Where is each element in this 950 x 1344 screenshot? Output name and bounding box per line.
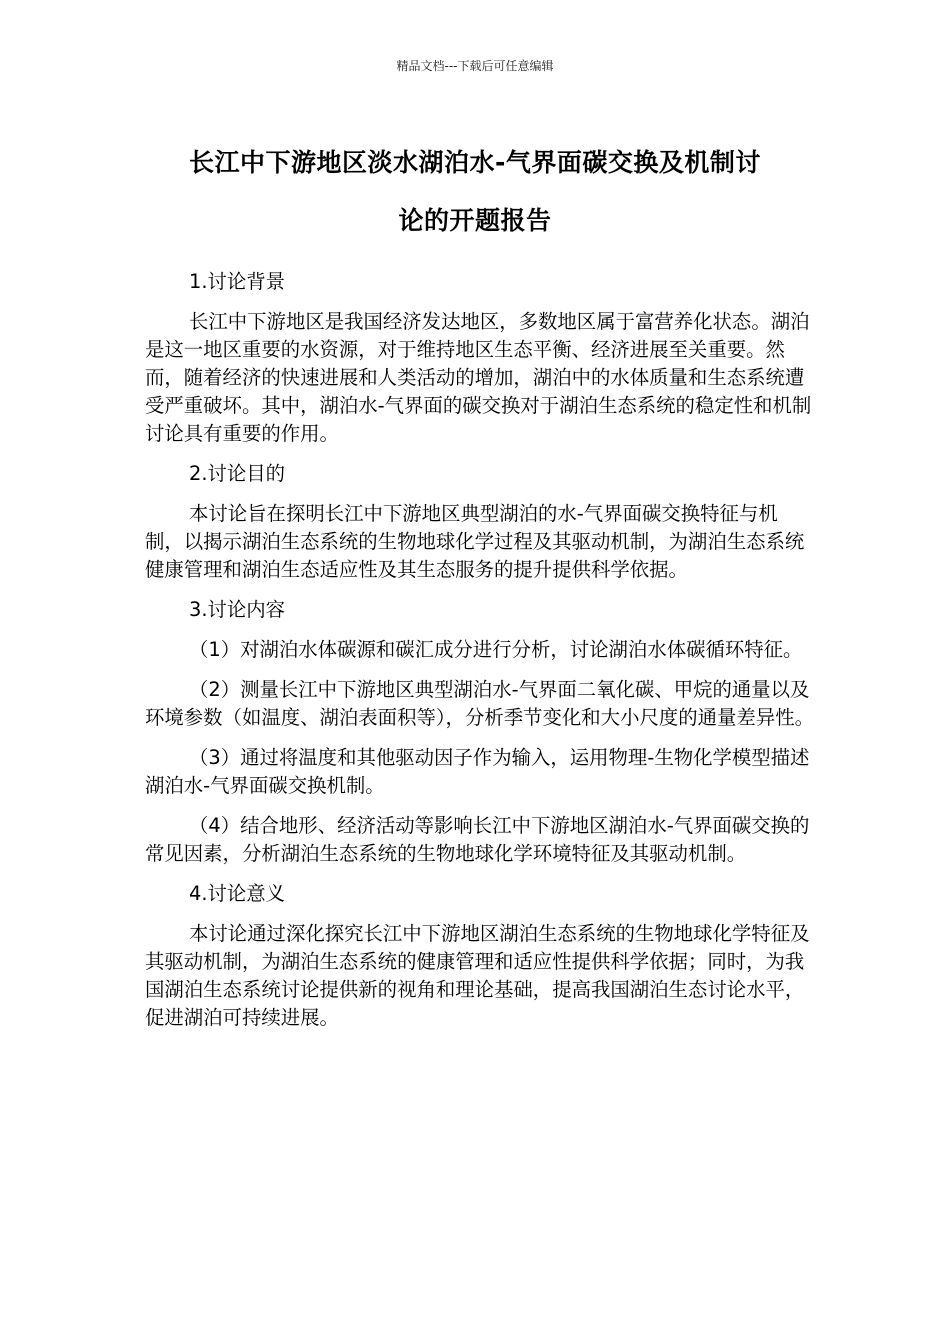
section-heading-background: 1.讨论背景 [189,270,286,293]
page-header: 精品文档---下载后可任意编辑 [396,59,554,73]
paragraph-purpose: 本讨论旨在探明长江中下游地区典型湖泊的水-气界面碳交换特征与机制，以揭示湖泊生态系统的生物地球化学过程及其驱动机制，为湖泊生态系统健康管理和湖泊生态适应性及其生态服务的提升提供科学依据。 [145,502,805,581]
content-item-4: （4）结合地形、经济活动等影响长江中下游地区湖泊水-气界面碳交换的常见因素，分析湖泊生态系统的生物地球化学环境特征及其驱动机制。 [145,814,810,865]
section-heading-purpose: 2.讨论目的 [189,462,286,485]
title-line-2: 论的开题报告 [398,206,552,235]
title-line-1: 长江中下游地区淡水湖泊水-气界面碳交换及机制讨 [189,148,761,177]
content-item-3: （3）通过将温度和其他驱动因子作为输入，运用物理-生物化学模型描述湖泊水-气界面碳交换机制。 [145,746,810,797]
content-item-1: （1）对湖泊水体碳源和碳汇成分进行分析，讨论湖泊水体碳循环特征。 [189,638,803,661]
paragraph-background: 长江中下游地区是我国经济发达地区，多数地区属于富营养化状态。湖泊是这一地区重要的水资源，对于维持地区生态平衡、经济进展至关重要。然而，随着经济的快速进展和人类活动的增加，湖泊中的水体质量和生态系统遭受严重破坏。其中，湖泊水-气界面的碳交换对于湖泊生态系统的稳定性和机制讨论具有重要的作用。 [145,310,812,445]
section-heading-significance: 4.讨论意义 [189,882,286,905]
document-body [145,268,815,1044]
content-item-2: （2）测量长江中下游地区典型湖泊水-气界面二氧化碳、甲烷的通量以及环境参数（如温度、湖泊表面积等），分析季节变化和大小尺度的通量差异性。 [145,678,814,729]
document-title [140,134,810,250]
paragraph-significance: 本讨论通过深化探究长江中下游地区湖泊生态系统的生物地球化学特征及其驱动机制，为湖泊生态系统的健康管理和适应性提供科学依据；同时，为我国湖泊生态系统讨论提供新的视角和理论基础，提高我国湖泊生态讨论水平，促进湖泊可持续进展。 [145,922,810,1029]
section-heading-content: 3.讨论内容 [189,598,286,621]
